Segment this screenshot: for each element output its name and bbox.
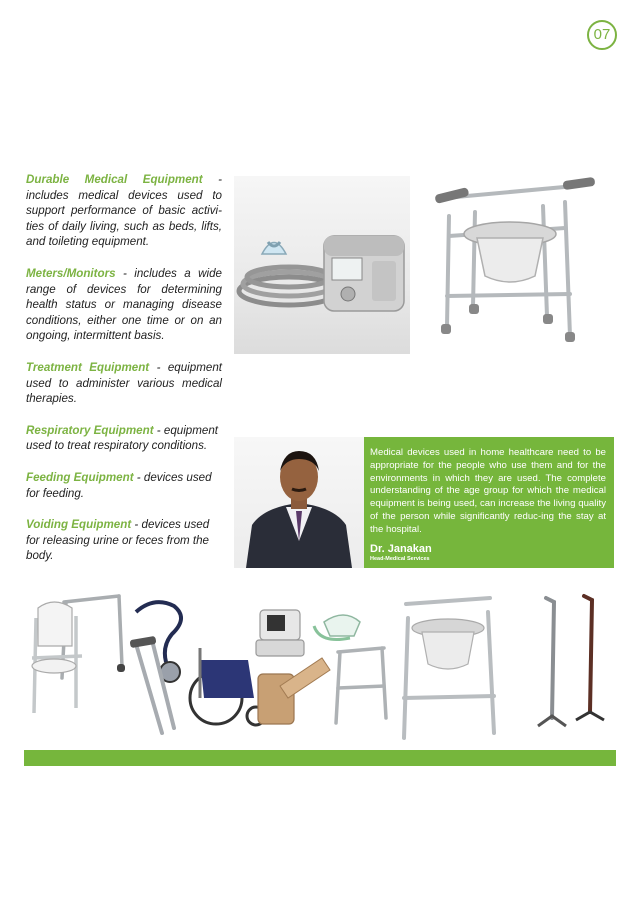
page-number: 07: [587, 20, 617, 50]
category-desc: includes a wide range of devices for determining health status or managing disease conditions, either one time or on an ongoing, intermittent basis.: [26, 266, 222, 343]
cpap-machine-image: [234, 176, 410, 354]
footer-bar: [24, 750, 616, 766]
doctor-name: Dr. Janakan: [370, 542, 432, 555]
category-treatment: Treatment Equipment - equipment used to administer various medical therapies.: [26, 360, 222, 406]
commode-chair-image: [415, 176, 609, 354]
category-term: Durable Medical Equipment: [26, 173, 203, 186]
quote-text: Medical devices used in home healthcare need to be appropriate for the people who use them and for the environments in which they are used. The complete understanding of the age group for which the medical equipment is being used, can increase the living quality of the person while significantly reduc-ing the stay at the hospital.: [370, 447, 606, 535]
doctor-portrait: [234, 437, 364, 568]
category-term: Voiding Equipment: [26, 518, 132, 532]
category-respiratory: Respiratory Equipment - equipment used to treat respiratory conditions.: [26, 423, 219, 453]
category-term: Meters/Monitors: [26, 266, 116, 280]
category-term: Treatment Equipment: [26, 360, 150, 374]
category-desc: equipment used to treat respiratory conditions.: [26, 423, 219, 453]
category-term: Respiratory Equipment: [26, 423, 154, 437]
category-desc: equipment used to administer various medical therapies.: [26, 360, 222, 406]
category-voiding: Voiding Equipment - devices used for releasing urine or feces from the body.: [26, 518, 210, 563]
category-desc: devices used for feeding.: [26, 470, 212, 500]
category-meters: Meters/Monitors - includes a wide range of devices for determining health status or managing disease conditions, either one time or on an ongoing, intermittent basis.: [26, 266, 222, 343]
category-durable: Durable Medical Equipment - includes medical devices used to support performance of basic activi-ties of daily living, such as beds, lifts, and toileting equipment.: [26, 173, 222, 249]
category-desc: devices used for releasing urine or feces from the body.: [26, 518, 210, 563]
category-term: Feeding Equipment: [26, 470, 134, 484]
medical-equipment-collage: [24, 588, 616, 740]
doctor-role: Head-Medical Services: [370, 555, 430, 562]
category-list: [26, 172, 222, 580]
quote-box: [364, 437, 614, 568]
category-feeding: Feeding Equipment - devices used for feeding.: [26, 470, 212, 500]
category-desc: includes medical devices used to support performance of basic activi-ties of daily living, such as beds, lifts, and toileting equipment.: [26, 188, 222, 249]
